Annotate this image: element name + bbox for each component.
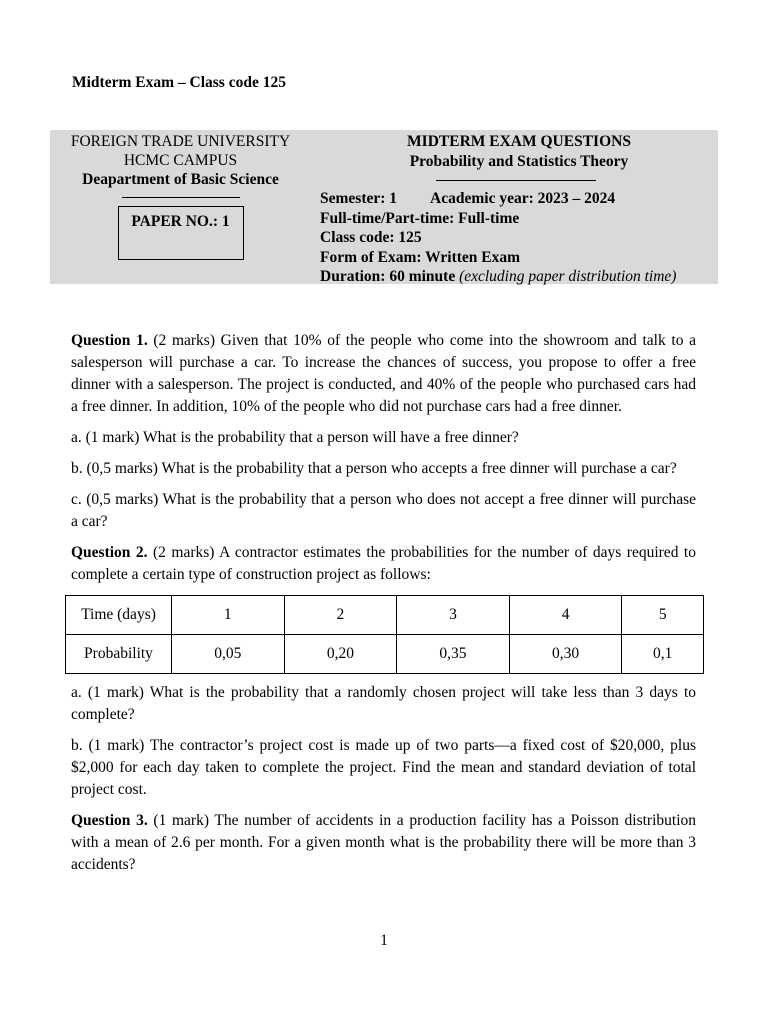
duration-note: (excluding paper distribution time) bbox=[459, 268, 677, 285]
question-2a: a. (1 mark) What is the probability that a randomly chosen project will take less than 3 days to complete? bbox=[71, 684, 696, 723]
duration: Duration: 60 minute bbox=[320, 268, 456, 285]
question-3-text: (1 mark) The number of accidents in a production facility has a Poisson distribution with a mean of 2.6 per month. For a given month what is the probability there will be more than 3 accidents? bbox=[71, 812, 697, 873]
question-2-text: (2 marks) A contractor estimates the probabilities for the number of days required to complete a certain type of construction project as follows: bbox=[71, 544, 696, 583]
question-1a: a. (1 mark) What is the probability that a person will have a free dinner? bbox=[71, 429, 519, 446]
table-cell: 4 bbox=[509, 596, 622, 635]
table-cell: 0,20 bbox=[284, 635, 397, 674]
semester-line bbox=[320, 189, 718, 209]
table-cell: 0,35 bbox=[397, 635, 510, 674]
question-3-label: Question 3. bbox=[71, 812, 148, 829]
document-title: Midterm Exam – Class code 125 bbox=[72, 74, 286, 91]
table-cell: 5 bbox=[622, 596, 704, 635]
question-1b: b. (0,5 marks) What is the probability that a person who accepts a free dinner will purchase a car? bbox=[71, 460, 677, 477]
duration-line bbox=[320, 267, 718, 287]
exam-body bbox=[71, 330, 696, 885]
table-row bbox=[66, 596, 704, 635]
campus-name: HCMC CAMPUS bbox=[123, 152, 238, 169]
table-cell: Time (days) bbox=[66, 596, 172, 635]
table-cell: 0,30 bbox=[509, 635, 622, 674]
exam-header bbox=[50, 130, 718, 284]
table-cell: 0,1 bbox=[622, 635, 704, 674]
paper-number-box bbox=[118, 206, 244, 260]
exam-questions-title: MIDTERM EXAM QUESTIONS bbox=[407, 133, 631, 150]
paper-number: PAPER NO.: 1 bbox=[131, 213, 230, 230]
class-code: Class code: 125 bbox=[320, 229, 422, 246]
table-cell: 0,05 bbox=[172, 635, 285, 674]
question-1-text: (2 marks) Given that 10% of the people who come into the showroom and talk to a salesperson will purchase a car. To increase the chances of success, you propose to offer a free dinner with a salesperson. The project is conducted, and 40% of the people who purchased cars had a free dinner. In addition, 10% of the people who did not purchase cars had a free dinner. bbox=[71, 332, 696, 415]
semester: Semester: 1 bbox=[320, 190, 398, 207]
department-name: Deapartment of Basic Science bbox=[82, 171, 279, 188]
question-2-label: Question 2. bbox=[71, 544, 148, 561]
study-mode: Full-time/Part-time: Full-time bbox=[320, 209, 520, 227]
university-name: FOREIGN TRADE UNIVERSITY bbox=[70, 133, 291, 150]
divider-left bbox=[122, 197, 240, 198]
question-1-label: Question 1. bbox=[71, 332, 148, 349]
question-1 bbox=[71, 330, 696, 418]
exam-form: Form of Exam: Written Exam bbox=[320, 248, 521, 266]
header-left-panel bbox=[50, 130, 311, 284]
question-2b: b. (1 mark) The contractor’s project cost is made up of two parts—a fixed cost of $20,000, plus $2,000 for each day taken to complete the project. Find the mean and standard deviation of total project cost. bbox=[71, 737, 696, 798]
table-cell: 2 bbox=[284, 596, 397, 635]
question-1c: c. (0,5 marks) What is the probability that a person who does not accept a free dinner will purchase a car? bbox=[71, 491, 696, 530]
table-cell: 1 bbox=[172, 596, 285, 635]
subject-name: Probability and Statistics Theory bbox=[409, 152, 629, 170]
page-number: 1 bbox=[380, 932, 388, 949]
question-2 bbox=[71, 542, 696, 586]
academic-year: Academic year: 2023 – 2024 bbox=[430, 190, 616, 207]
probability-table bbox=[65, 595, 704, 674]
table-cell: 3 bbox=[397, 596, 510, 635]
divider-right bbox=[436, 180, 596, 181]
question-3 bbox=[71, 810, 696, 876]
table-cell: Probability bbox=[66, 635, 172, 674]
table-row bbox=[66, 635, 704, 674]
header-right-panel bbox=[313, 130, 718, 284]
